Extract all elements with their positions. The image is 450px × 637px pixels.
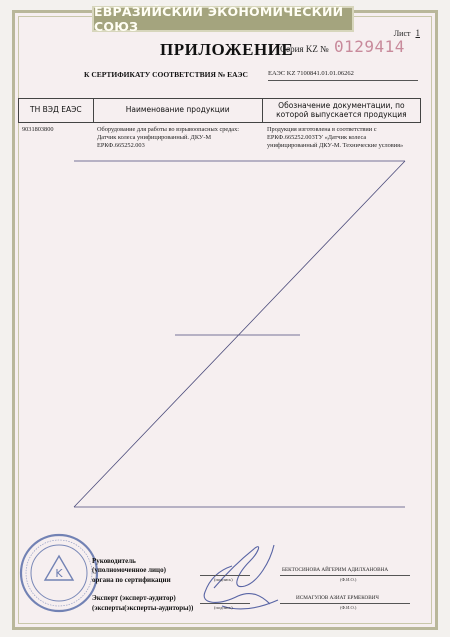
- head-sign-caption: (подпись): [214, 577, 233, 582]
- svg-text:K: K: [55, 567, 63, 580]
- header-product-name: Наименование продукции: [94, 99, 263, 122]
- head-fio-caption: (Ф.И.О.): [340, 577, 357, 582]
- signature-labels: [92, 557, 193, 613]
- head-sub-label: (уполномоченное лицо): [92, 566, 166, 575]
- head-fio-line: [280, 575, 410, 576]
- expert-sign-line: [200, 603, 250, 604]
- eaeu-banner: ЕВРАЗИЙСКИЙ ЭКОНОМИЧЕСКИЙ СОЮЗ: [92, 6, 354, 32]
- sheet-label: Лист: [393, 29, 411, 38]
- row-code: 9031803800: [22, 126, 54, 133]
- expert-name: ИСМАГУЛОВ АЗИАТ ЕРМЕКОВИЧ: [296, 595, 379, 601]
- org-label: органа по сертификации: [92, 575, 171, 584]
- page-title: ПРИЛОЖЕНИЕ: [160, 40, 294, 59]
- experts-label: (эксперты(эксперты-аудиторы)): [92, 603, 194, 612]
- series-label: Серия KZ №: [280, 44, 329, 54]
- sheet-number-value: 1: [415, 28, 420, 38]
- expert-label: Эксперт (эксперт-аудитор): [92, 594, 176, 603]
- header-tnved: ТН ВЭД ЕАЭС: [19, 99, 94, 122]
- head-name: БЕКТОСИНОВА АЙГЕРИМ АДИЛХАНОВНА: [282, 567, 389, 573]
- head-label: Руководитель: [92, 557, 136, 565]
- row-product-name: Оборудование для работы во взрывоопасных средах: Датчик колеса унифицированный. ДКУ-М ЕРКФ.665252.003: [97, 126, 240, 149]
- expert-sign-caption: (подпись): [214, 605, 233, 610]
- expert-fio-line: [280, 603, 410, 604]
- certificate-code: ЕАЭС KZ 7100841.01.01.06262: [268, 70, 354, 77]
- series-number: 0129414: [334, 37, 405, 56]
- head-sign-line: [200, 575, 250, 576]
- expert-fio-caption: (Ф.И.О.): [340, 605, 357, 610]
- header-documentation: Обозначение документации, по которой выпускается продукция: [276, 100, 407, 119]
- row-documentation: Продукция изготовлена в соответствии с ЕРКФ.665252.003ТУ «Датчик колеса унифицированный ДКУ-М. Технические условия»: [267, 126, 404, 149]
- certificate-label: К СЕРТИФИКАТУ СООТВЕТСТВИЯ № ЕАЭС: [84, 70, 248, 79]
